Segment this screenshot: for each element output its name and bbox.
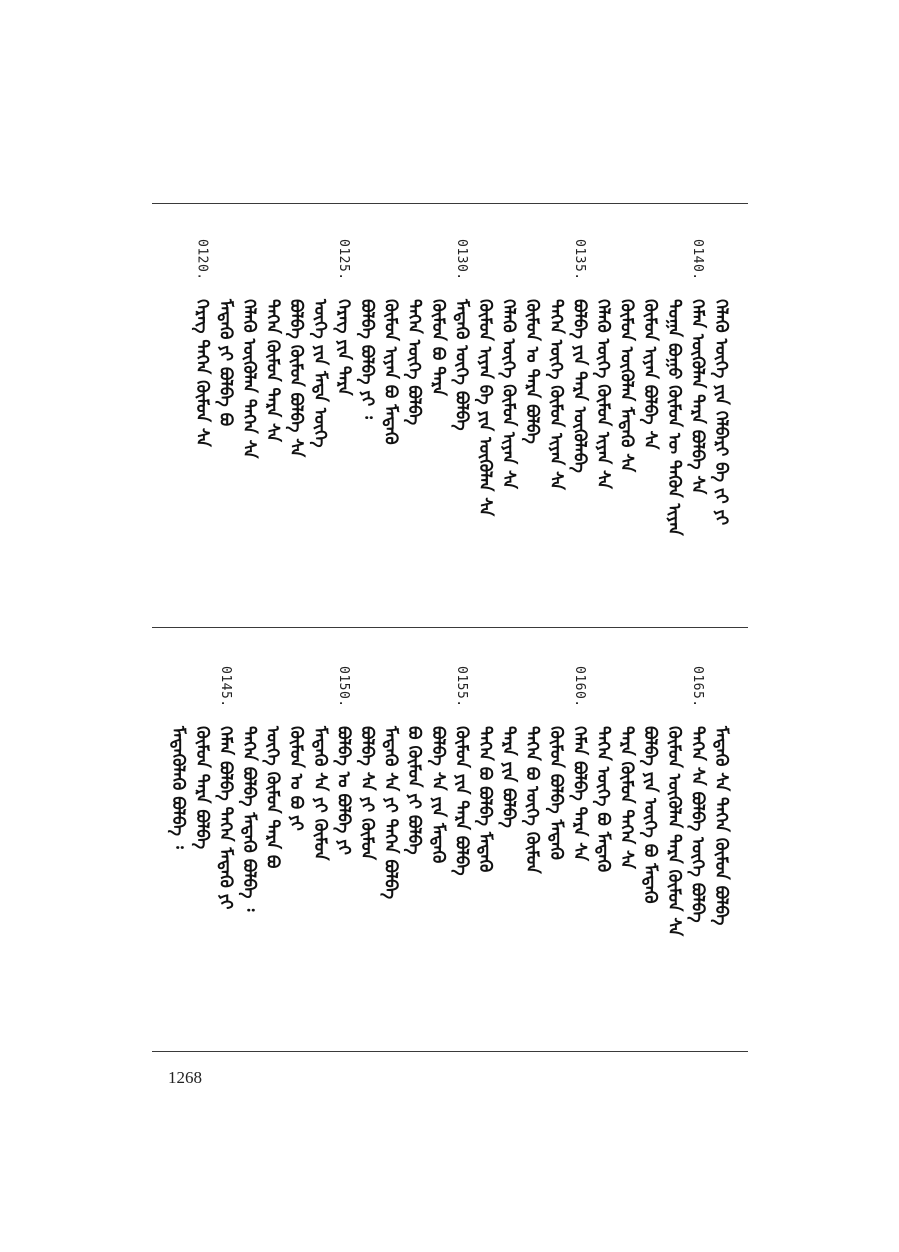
line-number: 0155. xyxy=(453,666,469,708)
verse-column xyxy=(189,666,215,849)
horizontal-rule-middle xyxy=(152,627,748,628)
mongolian-verse-line: ᠬᠡᠮᠡᠨ ᠪᠣᠯᠪᠠ ᠲᠡᠷᠡ ᠰᠠ xyxy=(569,726,590,862)
verse-column xyxy=(330,239,356,395)
verse-panel-upper xyxy=(152,213,748,613)
verse-column xyxy=(590,666,616,872)
verse-column xyxy=(189,239,215,447)
mongolian-verse-line: ᠦᠭᠡ ᠬᠦᠮᠦᠨ ᠲᠡᠷᠡ ᠪᠣ xyxy=(262,726,283,869)
line-number: 0130. xyxy=(453,239,469,281)
verse-column xyxy=(401,239,427,425)
mongolian-verse-line: ᠬᠡᠮᠡᠨ ᠦᠭᠦᠯᠡᠨ ᠲᠡᠷᠡ ᠪᠣᠯᠪᠠ ᠰᠠ xyxy=(687,299,708,495)
mongolian-verse-line: ᠮᠡᠳᠡᠬᠦ ᠦᠭᠡ ᠪᠣᠯᠪᠠ xyxy=(451,299,472,431)
verse-column xyxy=(378,666,404,899)
verse-column xyxy=(425,239,451,396)
mongolian-verse-line: ᠬᠦᠮᠦᠨ ᠪᠣ ᠲᠡᠷᠡ xyxy=(427,299,448,396)
verse-column xyxy=(236,239,262,458)
mongolian-verse-line: ᠬᠡᠯᠡᠬᠦ ᠦᠭᠡ ᠬᠦᠮᠦᠨ ᠢᠶᠡᠨ ᠰᠠ xyxy=(593,299,613,489)
mongolian-verse-line: ᠪᠣᠯᠪᠠ ᠣ ᠪᠣᠯᠪᠠ ᠶᠢ xyxy=(333,726,354,855)
page-number: 1268 xyxy=(168,1068,202,1087)
horizontal-rule-bottom xyxy=(152,1051,748,1052)
verse-column xyxy=(401,666,427,855)
mongolian-verse-line: ᠬᠦᠮᠦᠨ ᠢᠶᠡᠨ ᠪᠣᠯᠪᠠ ᠰᠠ xyxy=(640,299,661,450)
verse-column xyxy=(614,239,640,472)
verse-panel-lower xyxy=(152,640,748,1040)
verse-column xyxy=(519,239,545,444)
mongolian-verse-line: ᠬᠦᠮᠦᠨ ᠲᠡᠷᠡ ᠪᠣᠯᠪᠠ xyxy=(191,726,212,850)
mongolian-verse-line: ᠪᠣᠯᠪᠠ ᠶᠢᠨ ᠦᠭᠡ ᠪᠣ ᠮᠡᠳᠡᠬᠦ xyxy=(640,726,661,904)
mongolian-verse-line: ᠮᠡᠳᠡᠬᠦ ᠰᠠ ᠶᠢ ᠲᠡᠭᠡᠨ ᠪᠣᠯᠪᠠ xyxy=(380,726,401,900)
mongolian-verse-line: ᠦᠭᠡ ᠶᠢᠨ ᠮᠡᠳᠡ ᠦᠭᠡ xyxy=(309,299,330,448)
mongolian-verse-line: ᠮᠡᠳᠡᠬᠦᠯᠡᠬᠦ ᠪᠣᠯᠪᠠ ᠄ xyxy=(168,726,189,849)
mongolian-verse-line: ᠪᠣᠯᠪᠠ ᠰᠠ ᠶᠢ ᠬᠦᠮᠦᠨ xyxy=(357,726,377,860)
verse-column xyxy=(543,666,569,860)
line-number: 0160. xyxy=(571,666,587,708)
verse-column xyxy=(283,666,309,831)
verse-column xyxy=(260,239,286,442)
mongolian-verse-line: ᠬᠦᠮᠦᠨ ᠶᠢᠨ ᠲᠡᠷᠡ ᠪᠣᠯᠪᠠ xyxy=(451,726,472,876)
horizontal-rule-top xyxy=(152,203,748,204)
verse-column xyxy=(708,239,734,525)
verse-column xyxy=(472,239,498,516)
line-number: 0140. xyxy=(689,239,705,281)
mongolian-verse-line: ᠪᠣᠯᠪᠠ ᠶᠢᠨ ᠲᠡᠷᠡ ᠦᠭᠦᠯᠡᠪᠡ xyxy=(569,299,590,473)
verse-column xyxy=(590,239,616,489)
mongolian-verse-line: ᠬᠡᠮᠡᠨ ᠪᠣᠯᠪᠠ ᠲᠡᠭᠡᠨ ᠮᠡᠳᠡᠬᠦ ᠶᠢ xyxy=(215,726,236,910)
mongolian-verse-line: ᠪᠣᠯᠪᠠ ᠰᠠ ᠶᠢᠨ ᠮᠡᠳᠡᠬᠦ xyxy=(427,726,448,864)
mongolian-verse-line: ᠲᠡᠷᠡ ᠶᠢᠨ ᠪᠣᠯᠪᠠ xyxy=(498,726,519,828)
line-number: 0135. xyxy=(571,239,587,281)
mongolian-verse-line: ᠲᠡᠭᠡᠨ ᠰᠠ ᠪᠣᠯᠪᠠ ᠦᠭᠡ ᠪᠣᠯᠪᠠ xyxy=(687,726,708,923)
mongolian-verse-line: ᠲᠣᠭᠠ ᠪᠣᠭᠤ ᠬᠦᠮᠦᠨ ᠦ ᠲᠡᠭᠦᠨ ᠢᠶᠡᠨ xyxy=(663,299,684,536)
mongolian-verse-line: ᠲᠡᠭᠡᠨ ᠦᠭᠡ ᠬᠦᠮᠦᠨ ᠢᠶᠡᠨ ᠰᠠ xyxy=(545,299,566,490)
mongolian-verse-line: ᠲᠡᠭᠡᠨ ᠪᠣ ᠦᠭᠡ ᠬᠦᠮᠦᠨ xyxy=(522,726,543,874)
line-number: 0165. xyxy=(689,666,705,708)
mongolian-verse-line: ᠬᠡᠯᠡᠬᠦ ᠦᠭᠡ ᠶᠢᠨ ᠬᠡᠯᠪᠡᠷᠢ ᠪᠠ ᠵᠢ ᠶᠢ xyxy=(711,299,731,526)
verse-column xyxy=(165,666,191,849)
verse-column xyxy=(307,666,333,861)
mongolian-verse-line: ᠪᠣᠯᠪᠠ ᠪᠣᠯᠪᠠ ᠶᠢ ᠄ xyxy=(357,299,377,419)
verse-column xyxy=(472,666,498,872)
mongolian-verse-line: ᠬᠦᠮᠦᠨ ᠢᠶᠡᠨ ᠪᠠ ᠶᠢᠨ ᠦᠭᠦᠯᠡᠨ ᠰᠠ xyxy=(475,299,495,517)
verse-column xyxy=(448,239,474,431)
mongolian-verse-line: ᠬᠡᠯᠡᠬᠦ ᠦᠭᠦᠯᠡᠨ ᠲᠡᠭᠡᠨ ᠰᠠ xyxy=(239,299,259,459)
mongolian-verse-line: ᠬᠡᠷᠡᠭ ᠲᠡᠭᠡᠨ ᠬᠦᠮᠦᠨ ᠰᠠ xyxy=(191,299,212,447)
line-number: 0150. xyxy=(335,666,351,708)
verse-column xyxy=(661,239,687,536)
verse-column xyxy=(212,666,238,909)
mongolian-verse-line: ᠮᠡᠳᠡᠬᠦ ᠶᠢ ᠪᠣᠯᠪᠠ ᠪᠣ xyxy=(215,299,236,427)
verse-column xyxy=(684,239,710,494)
mongolian-verse-line: ᠲᠡᠭᠡᠨ ᠦᠭᠡ ᠪᠣᠯᠪᠠ xyxy=(404,299,425,426)
mongolian-verse-line: ᠬᠦᠮᠦᠨ ᠣ ᠲᠡᠷᠡ ᠪᠣᠯᠪᠠ xyxy=(522,299,543,444)
mongolian-verse-line: ᠲᠡᠭᠡᠨ ᠪᠣ ᠪᠣᠯᠪᠠ ᠮᠡᠳᠡᠬᠦ xyxy=(475,726,495,873)
verse-column xyxy=(425,666,451,863)
verse-column xyxy=(448,666,474,876)
verse-column xyxy=(496,666,522,828)
mongolian-verse-line: ᠲᠡᠷᠡ ᠬᠦᠮᠦᠨ ᠲᠡᠭᠡᠨ ᠰᠠ xyxy=(616,726,637,869)
verse-column xyxy=(378,239,404,445)
verse-column xyxy=(496,239,522,489)
verse-column xyxy=(236,666,262,911)
mongolian-verse-line: ᠲᠡᠭᠡᠨ ᠪᠣᠯᠪᠠ ᠮᠡᠳᠡᠬᠦ ᠪᠣᠯᠪᠠ ᠄ xyxy=(239,726,259,912)
mongolian-verse-line: ᠪᠣᠯᠪᠠ ᠬᠦᠮᠦᠨ ᠪᠣᠯᠪᠠ ᠰᠠ xyxy=(286,299,307,458)
verse-column xyxy=(519,666,545,874)
verse-column xyxy=(354,239,380,419)
line-number: 0145. xyxy=(217,666,233,708)
mongolian-verse-line: ᠲᠡᠭᠡᠨ ᠬᠦᠮᠦᠨ ᠲᠡᠷᠡ ᠰᠠ xyxy=(262,299,283,442)
verse-column xyxy=(354,666,380,860)
verse-column xyxy=(661,666,687,936)
mongolian-verse-line: ᠬᠦᠮᠦᠨ ᠢᠶᠡᠨ ᠪᠣ ᠮᠡᠳᠡᠬᠦ xyxy=(380,299,401,445)
verse-column xyxy=(637,239,663,449)
verse-column xyxy=(330,666,356,855)
mongolian-verse-line: ᠬᠡᠷᠡᠭ ᠶᠢᠨ ᠲᠡᠷᠡ xyxy=(333,299,354,396)
verse-column xyxy=(212,239,238,426)
mongolian-verse-line: ᠬᠦᠮᠦᠨ ᠣ ᠪᠣ ᠶᠢ xyxy=(286,726,307,831)
verse-column xyxy=(566,666,592,861)
mongolian-verse-line: ᠬᠦᠮᠦᠨ ᠦᠭᠦᠯᠡᠨ ᠮᠡᠳᠡᠬᠦ ᠰᠠ xyxy=(616,299,637,473)
mongolian-verse-line: ᠬᠡᠯᠡᠬᠦ ᠦᠭᠡ ᠬᠦᠮᠦᠨ ᠢᠶᠡᠨ ᠰᠠ xyxy=(498,299,519,489)
verse-column xyxy=(684,666,710,923)
verse-column xyxy=(543,239,569,490)
verse-column xyxy=(566,239,592,473)
mongolian-verse-line: ᠮᠡᠳᠡᠬᠦ ᠰᠠ ᠲᠡᠭᠡᠨ ᠬᠦᠮᠦᠨ ᠪᠣᠯᠪᠠ xyxy=(711,726,731,926)
mongolian-verse-line: ᠪᠣ ᠬᠦᠮᠦᠨ ᠶᠢ ᠪᠣᠯᠪᠠ xyxy=(404,726,425,855)
verse-column xyxy=(283,239,309,457)
line-number: 0120. xyxy=(194,239,210,281)
line-number: 0125. xyxy=(335,239,351,281)
mongolian-verse-line: ᠮᠡᠳᠡᠬᠦ ᠰᠠ ᠶᠢ ᠬᠦᠮᠦᠨ xyxy=(309,726,330,861)
mongolian-verse-line: ᠬᠦᠮᠦᠨ ᠪᠣᠯᠪᠠ ᠮᠡᠳᠡᠬᠦ xyxy=(545,726,566,860)
mongolian-verse-line: ᠲᠡᠭᠡᠨ ᠦᠭᠡ ᠪᠣ ᠮᠡᠳᠡᠬᠦ xyxy=(593,726,613,873)
verse-column xyxy=(708,666,734,925)
mongolian-verse-line: ᠬᠦᠮᠦᠨ ᠦᠭᠦᠯᠡᠨ ᠲᠡᠷᠡ ᠬᠦᠮᠦᠨ ᠰᠠ xyxy=(663,726,684,937)
verse-column xyxy=(637,666,663,904)
verse-column xyxy=(260,666,286,868)
verse-column xyxy=(614,666,640,869)
verse-column xyxy=(307,239,333,448)
